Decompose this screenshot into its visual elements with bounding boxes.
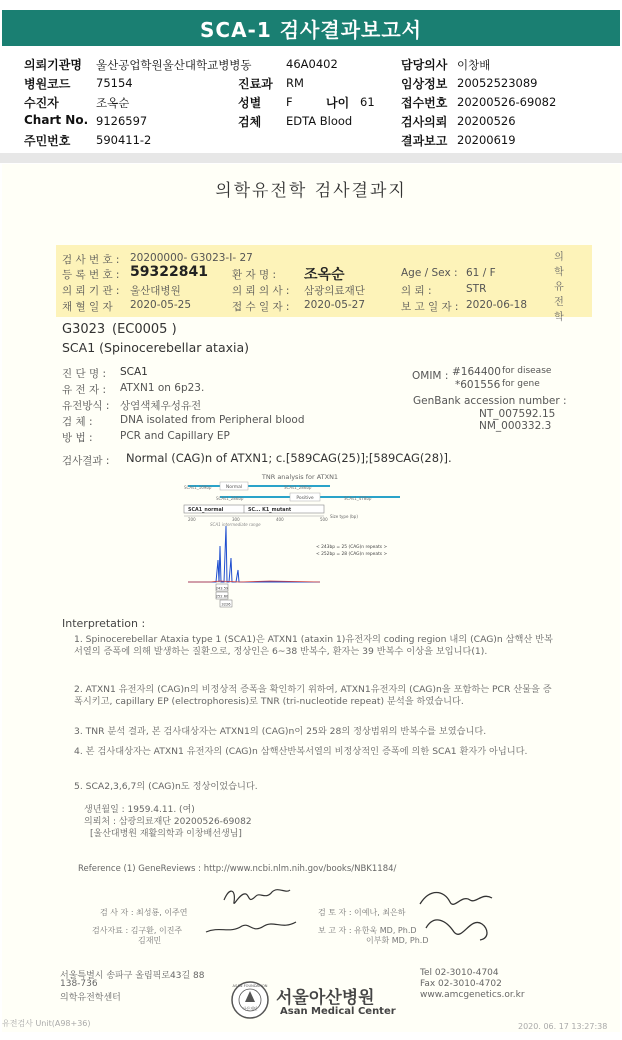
seal-inner-text: 아산재단	[242, 1006, 258, 1011]
address-line-1: 서울특별시 송파구 올림픽로43길 88	[60, 971, 205, 981]
receive-label: 접 수 일 자 :	[232, 301, 290, 313]
meta-doctor-value: 삼광의료재단	[304, 285, 365, 297]
bottom-right-stamp: 2020. 06. 17 13:27:38	[518, 1022, 608, 1031]
genbank-label: GenBank accession number :	[413, 395, 567, 407]
report-title-bar	[2, 10, 620, 46]
test-code-sub: (EC0005 )	[112, 322, 177, 337]
section-separator	[0, 153, 622, 163]
bar-normal-label: Normal	[225, 485, 243, 490]
dept-value: RM	[286, 76, 304, 90]
inherit-value: 상염색체우성유전	[120, 400, 202, 412]
exam-value: 20200000- G3023-I- 27	[130, 252, 253, 264]
bar-left-a-label: SCAs1_169bp	[184, 485, 212, 490]
result-value-doc: Normal (CAG)n of ATXN1; c.[589CAG(25)];[589CAG(28)].	[126, 451, 452, 465]
collect-value: 2020-05-25	[130, 299, 192, 311]
hosp-code-label: 병원코드	[24, 77, 71, 91]
meta-method-value: STR	[466, 283, 487, 295]
result-label-doc: 검사결과 :	[62, 455, 110, 467]
request-value: 20200526	[457, 114, 516, 128]
diag-label: 진 단 명 :	[62, 368, 106, 380]
reporter-line: 보 고 자 : 유한욱 MD, Ph.D	[318, 926, 417, 935]
chart-label: Chart No.	[24, 113, 89, 127]
peak-label-1: 243.59	[215, 586, 229, 591]
result-value: 20200619	[457, 133, 516, 147]
inherit-label: 유전방식 :	[62, 400, 110, 412]
signature-stroke-2	[206, 922, 296, 932]
interp-heading: Interpretation :	[62, 617, 146, 630]
bar-right-a-label: SCAs1_286bp	[284, 485, 312, 490]
repeat-note-1: < 243bp = 25 (CAG)n repeats >	[316, 545, 388, 550]
signature-stroke-3	[420, 893, 492, 905]
bar-left-b-label: SCAs1_286bp	[216, 496, 244, 501]
address-line-2: 138-736	[60, 979, 98, 989]
asan-seal-logo	[230, 980, 270, 1020]
signature-left	[200, 882, 310, 944]
checker-line: 검사자료 : 김구환, 이진주	[92, 926, 183, 935]
clinic-value: 20052523089	[457, 76, 538, 90]
interp-paragraph-3: 3. TNR 분석 결과, 본 검사대상자는 ATXN1의 (CAG)n이 25와 28의 정상범위의 반복수를 보였습니다.	[74, 726, 487, 737]
genbank1: NT_007592.15	[479, 408, 556, 420]
doctor-label: 담당의사	[401, 58, 448, 72]
patient-label: 수진자	[24, 96, 59, 110]
patient-info-panel	[0, 54, 622, 150]
side-label: 의 학 유 전 학	[554, 252, 564, 323]
meth-label: 방 법 :	[62, 432, 93, 444]
meta-patient-value: 조옥순	[304, 267, 345, 283]
seal-text: ASAN FOUNDATION	[232, 984, 268, 988]
checker-line-2: 김재민	[138, 936, 162, 945]
agesex-value: 61 / F	[466, 267, 496, 279]
peak-label-2: 252.60	[215, 594, 229, 599]
size-tick-label: 200	[188, 517, 196, 522]
dept-label: 진료과	[238, 77, 273, 91]
meta-inst-value: 울산대병원	[130, 285, 181, 297]
result-label: 결과보고	[401, 134, 448, 148]
omim1-note: for disease	[502, 366, 552, 376]
size-tick-label: 300	[232, 517, 240, 522]
web-line: www.amcgenetics.or.kr	[420, 990, 525, 1000]
address-line-3: 의학유전학센터	[60, 993, 121, 1003]
repeat-note-2: < 252bp = 28 (CAG)n repeats >	[316, 552, 388, 557]
omim-label: OMIM :	[412, 370, 449, 382]
omim2-note: for gene	[502, 379, 540, 389]
age-label: 나이	[326, 96, 350, 110]
sex-label: 성별	[238, 96, 262, 110]
meta-doctor-label: 의 뢰 의 사 :	[232, 285, 290, 297]
receipt-value: 20200526-69082	[457, 95, 557, 109]
gene-value: ATXN1 on 6p23.	[120, 382, 205, 394]
signature-right	[410, 884, 500, 946]
genbank2: NM_000332.3	[479, 420, 552, 432]
patient-value: 조옥순	[96, 96, 130, 110]
clinic-label: 임상정보	[401, 77, 448, 91]
chart-value: 9126597	[96, 114, 148, 128]
interp-paragraph-2: 2. ATXN1 유전자의 (CAG)n의 비정상적 증폭을 확인하기 위하여, ATXN1유전자의 (CAG)n을 포함하는 PCR 산물을 증폭시키고, capillary EP (electrophoresis)로 TNR (tri-nucleotide repeat) 분석을 하였습니다.	[74, 684, 552, 707]
specimen-value: EDTA Blood	[286, 114, 353, 128]
examiner-line: 검 사 자 : 최성룡, 이주연	[100, 908, 188, 917]
report-value: 2020-06-18	[466, 299, 528, 311]
exam-label: 검 사 번 호 :	[62, 254, 120, 266]
document-title: 의학유전학 검사결과지	[215, 181, 407, 201]
hospital-name: 서울아산병원	[276, 988, 375, 1008]
reference-line: Reference (1) GeneReviews : http://www.ncbi.nlm.nih.gov/books/NBK1184/	[78, 864, 397, 874]
hospital-name-en: Asan Medical Center	[280, 1006, 396, 1017]
meta-inst-label: 의 뢰 기 관 :	[62, 285, 120, 297]
report-title: SCA-1 검사결과보고서	[200, 17, 422, 42]
meta-patient-label: 환 자 명 :	[232, 269, 276, 281]
specimen-label: 검체	[238, 115, 262, 129]
diag-value: SCA1	[120, 366, 148, 378]
reviewer-line: 검 토 자 : 이예나, 최은하	[318, 908, 406, 917]
peak-label-3: 3226	[221, 602, 231, 607]
trace-blue	[188, 526, 320, 582]
test-code: G3023	[62, 322, 106, 337]
size-tick-label: 500	[320, 517, 328, 522]
receipt-label: 접수번호	[401, 96, 448, 110]
id-label: 주민번호	[24, 134, 71, 148]
reporter-line-2: 이부화 MD, Ph.D	[366, 936, 429, 945]
spec-value: DNA isolated from Peripheral blood	[120, 414, 305, 426]
reg-label: 등 록 번 호 :	[62, 269, 120, 281]
collect-label: 채 혈 일 자	[62, 301, 113, 313]
signature-stroke-4	[426, 920, 487, 940]
gene-label: 유 전 자 :	[62, 384, 106, 396]
referral-line-1: 의뢰처 : 삼광의료재단 20200526-69082	[84, 817, 252, 827]
agesex-label: Age / Sex :	[401, 267, 458, 279]
meth-value: PCR and Capillary EP	[120, 430, 230, 442]
size-tick-label: 400	[276, 517, 284, 522]
inst-code: 46A0402	[286, 57, 338, 71]
spec-label: 검 체 :	[62, 416, 93, 428]
reg-value: 59322841	[130, 264, 208, 280]
doctor-value: 이창배	[457, 58, 491, 72]
sub-caption: SCA1 intermediate range	[210, 522, 261, 527]
interp-paragraph-1: 1. Spinocerebellar Ataxia type 1 (SCA1)은 ATXN1 (ataxin 1)유전자의 coding region 내의 (CAG)n 삼핵산 반복서열의 증폭에 의해 발생하는 질환으로, 정상인은 6~38 반복수, 환자는 39 반복수 이상을 보입니다(1).	[74, 634, 553, 657]
id-value: 590411-2	[96, 133, 152, 147]
electropherogram-figure	[180, 470, 420, 614]
bottom-left-stamp: 유전검사 Unit(A98+36)	[2, 1019, 91, 1028]
referral-line-2: [울산대병원 재활의학과 이창배선생님]	[90, 829, 242, 839]
test-name: SCA1 (Spinocerebellar ataxia)	[62, 340, 250, 355]
omim2: *601556	[455, 379, 501, 391]
bar-right-b-label: SCAs1_478bp	[344, 496, 372, 501]
interp-paragraph-4: 4. 본 검사대상자는 ATXN1 유전자의 (CAG)n 삼핵산반복서열의 비정상적인 증폭에 의한 SCA1 환자가 아닙니다.	[74, 746, 528, 757]
omim1: #164400	[452, 366, 501, 378]
age-value: 61	[360, 95, 375, 109]
report-label: 보 고 일 자 :	[401, 301, 459, 313]
hosp-code-value: 75154	[96, 76, 133, 90]
size-note: Size type (bp)	[330, 514, 358, 519]
figure-title: TNR analysis for ATXN1	[261, 473, 339, 481]
panel-right-label: SC... K1_mutant	[248, 508, 292, 513]
request-label: 검사의뢰	[401, 115, 448, 129]
bar-positive-label: Positive	[296, 496, 314, 501]
inst-value: 울산공업학원울산대학교병병동	[96, 58, 252, 72]
receive-value: 2020-05-27	[304, 299, 366, 311]
tel-line: Tel 02-3010-4704	[420, 968, 499, 978]
birth-date: 생년월일 : 1959.4.11. (여)	[84, 805, 195, 815]
sex-value: F	[286, 95, 293, 109]
inst-label: 의뢰기관명	[24, 58, 82, 72]
fax-line: Fax 02-3010-4702	[420, 979, 502, 989]
signature-stroke-1	[224, 890, 290, 904]
panel-left-label: SCA1_normal	[188, 508, 224, 513]
interp-paragraph-5: 5. SCA2,3,6,7의 (CAG)n도 정상이었습니다.	[74, 781, 258, 792]
meta-method-label: 의 뢰 :	[401, 285, 432, 297]
